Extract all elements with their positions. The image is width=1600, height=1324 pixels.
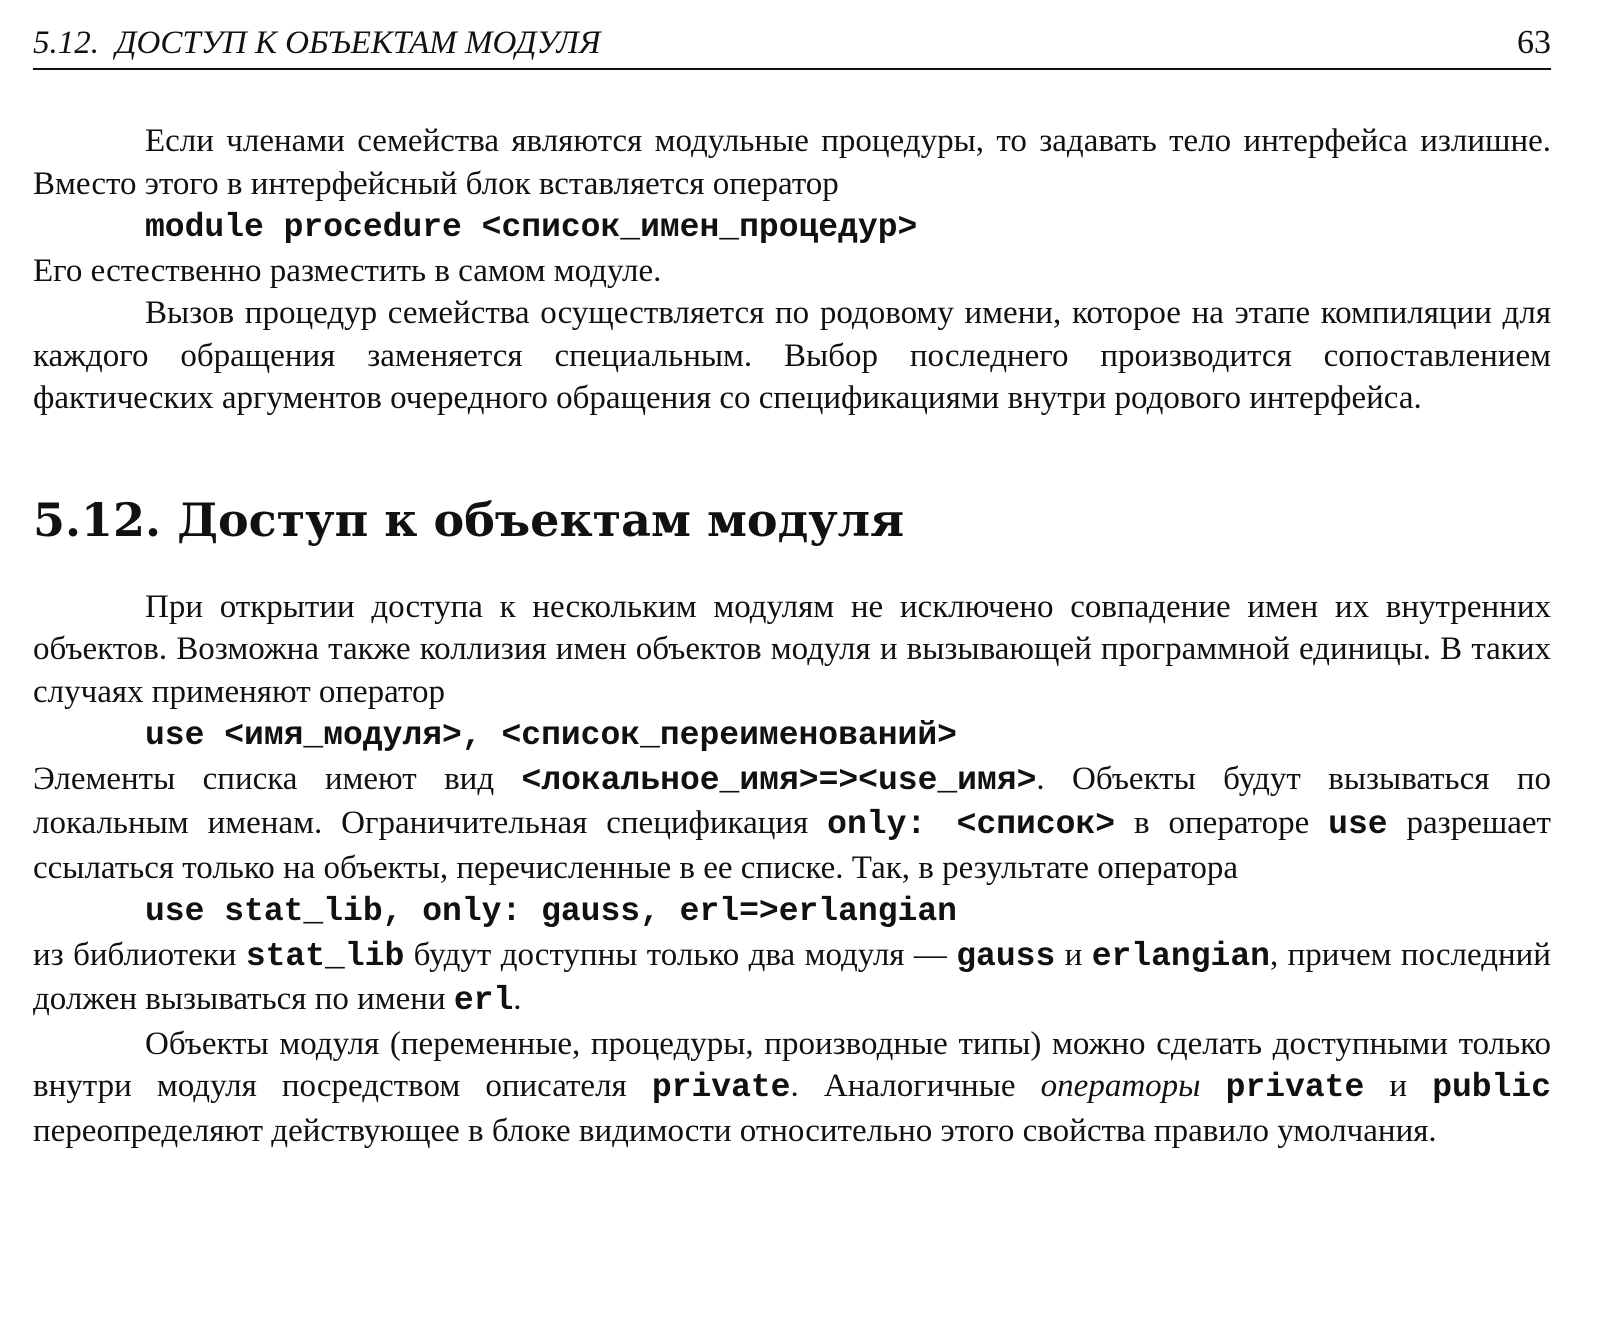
code-text: use stat_lib, only: gauss, erl=>erlangian <box>145 893 957 930</box>
text-run: переопределяют действующее в блоке видимости относительно этого свойства правило умолчания. <box>33 1112 1437 1149</box>
intro-paragraph-1: Если членами семейства являются модульные процедуры, то задавать тело интерфейса излишне. Вместо этого в интерфейсный блок вставляется оператор <box>33 123 1551 202</box>
section-paragraph-2 <box>33 758 1551 890</box>
text-run: Элементы списка имеют вид <box>33 760 522 797</box>
code-text: module procedure <список_имен_процедур> <box>145 209 918 246</box>
inline-code: <локальное_имя>=><use_имя> <box>521 761 1037 799</box>
code-use-statement <box>33 713 1551 758</box>
code-use-example <box>33 889 1551 934</box>
text-run: . <box>513 981 522 1017</box>
text-run: разрешает ссылаться только на объекты, перечисленные в ее списке. Так, в результате оператора <box>33 805 1551 886</box>
inline-code: public <box>1432 1069 1552 1106</box>
text-run: в операторе <box>1115 805 1329 841</box>
section-paragraph-3 <box>33 934 1551 1023</box>
text-run: из библиотеки <box>33 936 246 973</box>
emphasis: операторы <box>1040 1068 1201 1104</box>
text-run: , причем последний должен вызываться по имени <box>33 936 1551 1017</box>
inline-code: only: <список> <box>827 806 1116 843</box>
text-run: будут доступны только два модуля — <box>404 936 957 973</box>
inline-code: private <box>1225 1069 1365 1106</box>
text-run <box>1201 1068 1226 1104</box>
intro-paragraph-2: Вызов процедур семейства осуществляется по родовому имени, которое на этапе компиляции для каждого обращения заменяется специальным. Выбор последнего производится сопоставлением фактических аргументов очередного обращения со спецификациями внутри родового интерфейса. <box>33 295 1551 416</box>
page-number: 63 <box>1517 24 1551 61</box>
running-head <box>33 18 1551 70</box>
text-run: . Аналогичные <box>790 1068 1041 1104</box>
page <box>33 18 1551 1152</box>
section-heading: 5.12. Доступ к объектам модуля <box>33 492 905 547</box>
inline-code: erlangian <box>1091 937 1270 975</box>
section-paragraph-4 <box>33 1023 1551 1153</box>
text-run: . Объекты будут вызываться по локальным именам. Ограничительная спецификация <box>33 760 1551 841</box>
inline-code: gauss <box>956 937 1056 975</box>
section-paragraph-1: При открытии доступа к нескольким модулям не исключено совпадение имен их внутренних объектов. Возможна также коллизия имен объектов модуля и вызывающей программной единицы. В таких случаях применяют оператор <box>33 588 1551 710</box>
intro-paragraph-1-continued: Его естественно разместить в самом модуле. <box>33 252 662 289</box>
text-run: Объекты модуля (переменные, процедуры, производные типы) можно сделать доступными только внутри модуля посредством описателя <box>33 1025 1551 1104</box>
inline-code: private <box>651 1069 791 1106</box>
inline-code: erl <box>453 982 514 1019</box>
running-head-title <box>33 25 601 62</box>
text-run: и <box>1055 936 1092 973</box>
inline-code: use <box>1328 806 1388 843</box>
text-run: и <box>1364 1068 1433 1104</box>
code-module-procedure <box>33 205 1551 250</box>
code-text: use <имя_модуля>, <список_переименований> <box>145 717 957 754</box>
running-head-section-title: ДОСТУП К ОБЪЕКТАМ МОДУЛЯ <box>115 25 601 61</box>
running-head-section-number: 5.12. <box>33 25 99 61</box>
inline-code: stat_lib <box>245 937 405 975</box>
